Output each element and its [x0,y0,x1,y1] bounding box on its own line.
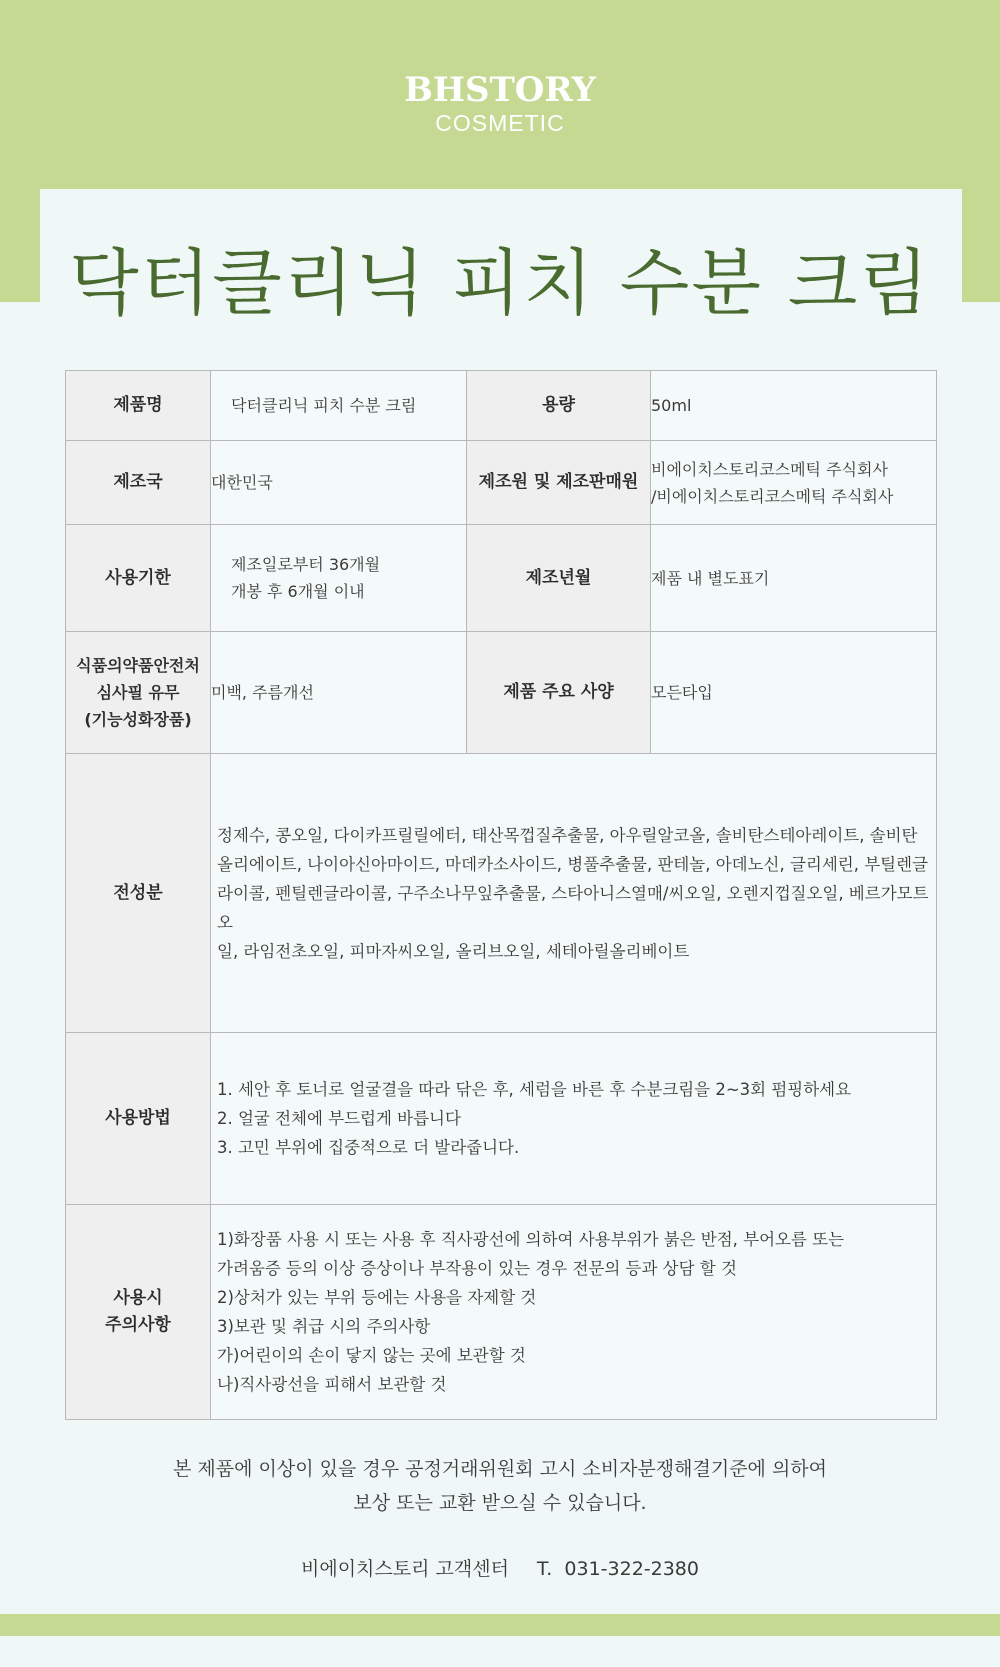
mfg-date-value: 제품 내 별도표기 [651,525,937,632]
usage-value: 1. 세안 후 토너로 얼굴결을 따라 닦은 후, 세럼을 바른 후 수분크림을 2~3회 펌핑하세요 2. 얼굴 전체에 부드럽게 바릅니다 3. 고민 부위에 집중적으로 더 발라줍니다. [211,1033,937,1205]
table-row [66,525,937,632]
volume-label: 용량 [467,371,651,441]
caution-value: 1)화장품 사용 시 또는 사용 후 직사광선에 의하여 사용부위가 붉은 반점, 부어오름 또는 가려움증 등의 이상 증상이나 부작용이 있는 경우 전문의 등과 상담 할 것 2)상처가 있는 부위 등에는 사용을 자제할 것 3)보관 및 취급 시의 주의사항 가)어린이의 손이 닿지 않는 곳에 보관할 것 나)직사광선을 피해서 보관할 것 [211,1205,937,1420]
bottom-color-band [0,1614,1000,1636]
country-value: 대한민국 [211,441,467,525]
table-row [66,754,937,1033]
brand-logo [0,70,1000,136]
consumer-notice: 본 제품에 이상이 있을 경우 공정거래위원회 고시 소비자분쟁해결기준에 의하여 보상 또는 교환 받으실 수 있습니다. [173,1458,827,1514]
spec-label: 제품 주요 사양 [467,632,651,754]
brand-subtitle: COSMETIC [435,110,565,136]
mfg-date-label: 제조년월 [467,525,651,632]
ingredients-label: 전성분 [66,754,211,1033]
maker-value: 비에이치스토리코스메틱 주식회사 /비에이치스토리코스메틱 주식회사 [651,441,937,525]
product-info-table [65,370,937,1420]
customer-center [0,1554,1000,1581]
mfds-value: 미백, 주름개선 [211,632,467,754]
ingredients-value: 정제수, 콩오일, 다이카프릴릴에터, 태산목껍질추출물, 아우릴알코올, 솔비탄스테아레이트, 솔비탄 올리에이트, 나이아신아마이드, 마데카소사이드, 병풀추출물, 판테놀, 아데노신, 글리세린, 부틸렌글 라이콜, 펜틸렌글라이콜, 구주소나무잎추출물, 스타아니스열매/씨오일, 오렌지껍질오일, 베르가모트오 일, 라임전초오일, 피마자씨오일, 올리브오일, 세테아릴올리베이트 [211,754,937,1033]
spec-value: 모든타입 [651,632,937,754]
table-row [66,632,937,754]
usage-label: 사용방법 [66,1033,211,1205]
volume-value: 50ml [651,371,937,441]
product-name-label: 제품명 [66,371,211,441]
product-title: 닥터클리닉 피치 수분 크림 [69,241,931,325]
table-row [66,1205,937,1420]
customer-center-phone: T. 031-322-2380 [536,1558,699,1580]
maker-label: 제조원 및 제조판매원 [467,441,651,525]
brand-name: BHSTORY [404,70,596,110]
table-row [66,441,937,525]
expiry-label: 사용기한 [66,525,211,632]
caution-label: 사용시 주의사항 [66,1205,211,1420]
table-row [66,1033,937,1205]
expiry-value: 제조일로부터 36개월 개봉 후 6개월 이내 [211,525,467,632]
mfds-label: 식품의약품안전처 심사필 유무 (기능성화장품) [66,632,211,754]
product-name-value: 닥터클리닉 피치 수분 크림 [211,371,467,441]
customer-center-label: 비에이치스토리 고객센터 [300,1558,509,1580]
table-row [66,371,937,441]
country-label: 제조국 [66,441,211,525]
